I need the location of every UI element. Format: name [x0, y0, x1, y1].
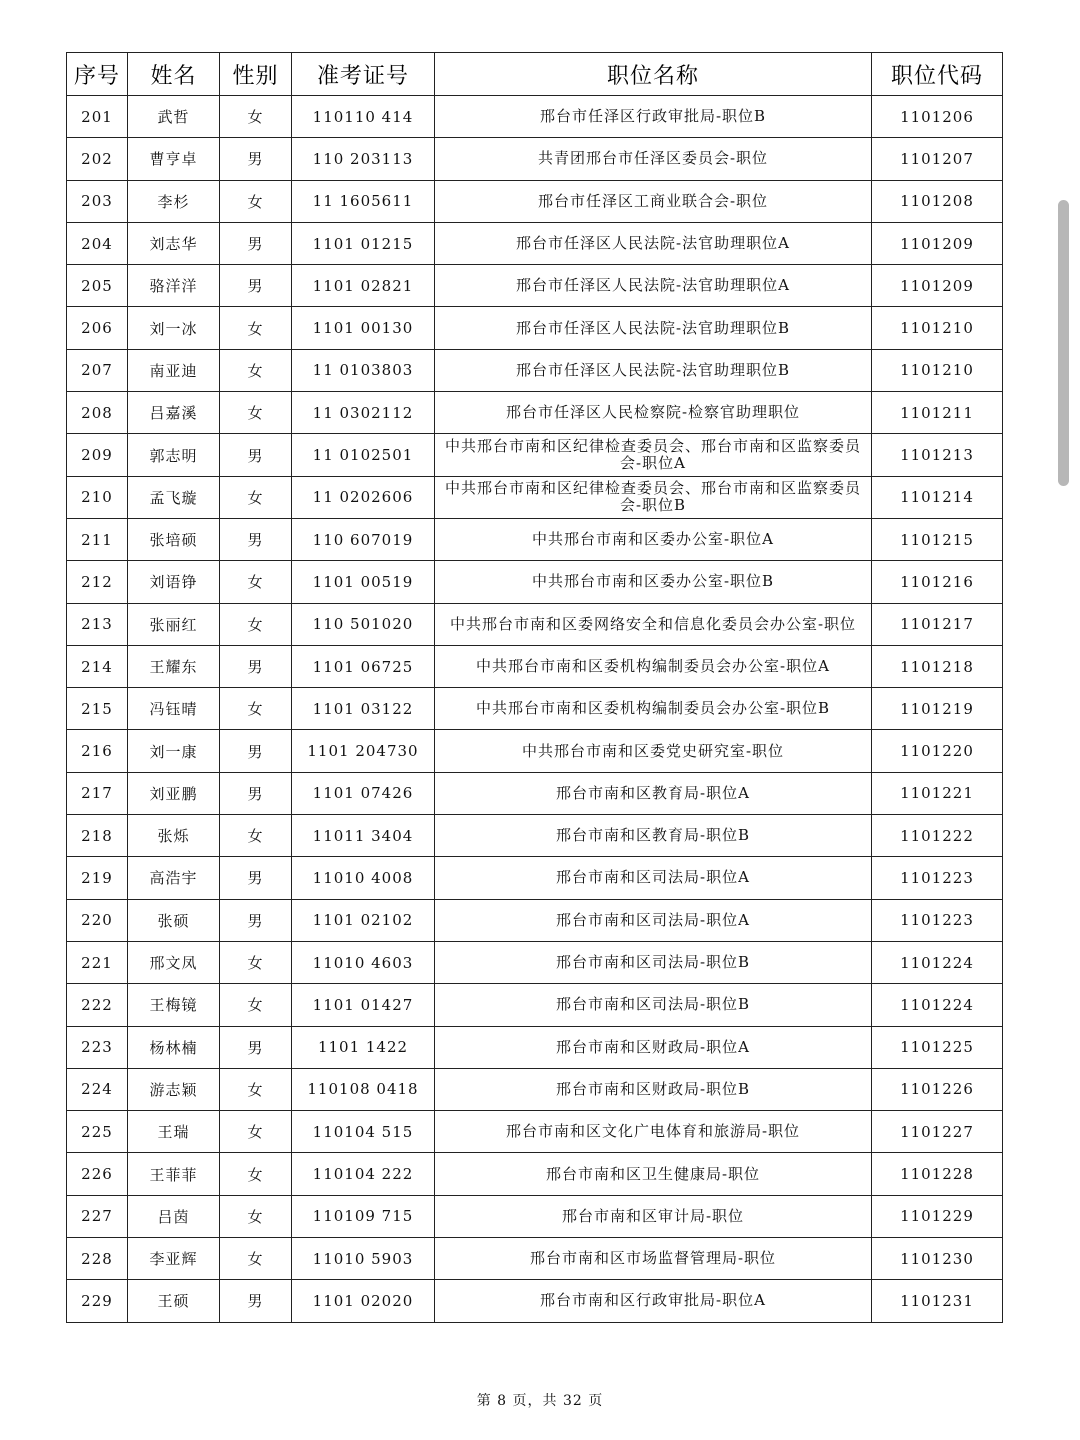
table-row [67, 1238, 1003, 1280]
table-row [67, 1068, 1003, 1110]
cell-position-code: 1101224 [872, 984, 1003, 1026]
table-row [67, 96, 1003, 138]
cell-seq: 229 [67, 1280, 128, 1322]
cell-seq: 227 [67, 1195, 128, 1237]
table-row [67, 138, 1003, 180]
cell-position-code: 1101218 [872, 645, 1003, 687]
cell-exam-id: 11 0302112 [292, 392, 435, 434]
header-seq: 序号 [67, 53, 128, 96]
cell-name: 吕嘉溪 [128, 392, 220, 434]
cell-position-code: 1101223 [872, 857, 1003, 899]
table-row [67, 1153, 1003, 1195]
cell-exam-id: 11 0103803 [292, 349, 435, 391]
cell-position-name: 中共邢台市南和区委党史研究室-职位 [435, 730, 872, 772]
table-row [67, 857, 1003, 899]
cell-position-name: 邢台市南和区司法局-职位B [435, 984, 872, 1026]
cell-gender: 男 [220, 899, 292, 941]
cell-name: 刘一冰 [128, 307, 220, 349]
cell-position-name: 中共邢台市南和区委网络安全和信息化委员会办公室-职位 [435, 603, 872, 645]
cell-seq: 204 [67, 222, 128, 264]
cell-position-code: 1101230 [872, 1238, 1003, 1280]
cell-position-name: 中共邢台市南和区委办公室-职位A [435, 518, 872, 560]
cell-name: 刘亚鹏 [128, 772, 220, 814]
cell-name: 张硕 [128, 899, 220, 941]
table-row [67, 815, 1003, 857]
header-name: 姓名 [128, 53, 220, 96]
cell-name: 张丽红 [128, 603, 220, 645]
cell-gender: 女 [220, 984, 292, 1026]
cell-position-name: 邢台市南和区市场监督管理局-职位 [435, 1238, 872, 1280]
table-row [67, 984, 1003, 1026]
table-row [67, 941, 1003, 983]
cell-seq: 215 [67, 688, 128, 730]
table-row [67, 1280, 1003, 1322]
table-row [67, 1195, 1003, 1237]
cell-seq: 224 [67, 1068, 128, 1110]
cell-gender: 男 [220, 857, 292, 899]
table-row [67, 349, 1003, 391]
cell-position-code: 1101227 [872, 1111, 1003, 1153]
cell-position-code: 1101216 [872, 561, 1003, 603]
cell-position-code: 1101210 [872, 307, 1003, 349]
cell-exam-id: 1101 06725 [292, 645, 435, 687]
cell-position-name: 邢台市南和区审计局-职位 [435, 1195, 872, 1237]
table-row [67, 1026, 1003, 1068]
table-row [67, 222, 1003, 264]
cell-name: 冯钰晴 [128, 688, 220, 730]
cell-position-name: 邢台市南和区财政局-职位A [435, 1026, 872, 1068]
table-row [67, 645, 1003, 687]
cell-seq: 225 [67, 1111, 128, 1153]
cell-seq: 222 [67, 984, 128, 1026]
header-position-name: 职位名称 [435, 53, 872, 96]
cell-name: 孟飞璇 [128, 476, 220, 518]
cell-position-name: 邢台市南和区教育局-职位B [435, 815, 872, 857]
table-row [67, 392, 1003, 434]
cell-seq: 219 [67, 857, 128, 899]
cell-position-code: 1101209 [872, 222, 1003, 264]
cell-seq: 218 [67, 815, 128, 857]
table-row [67, 561, 1003, 603]
cell-name: 王梅镜 [128, 984, 220, 1026]
cell-seq: 220 [67, 899, 128, 941]
cell-position-code: 1101207 [872, 138, 1003, 180]
cell-gender: 男 [220, 518, 292, 560]
cell-gender: 女 [220, 1195, 292, 1237]
cell-gender: 女 [220, 941, 292, 983]
cell-gender: 男 [220, 730, 292, 772]
cell-exam-id: 11010 4603 [292, 941, 435, 983]
cell-name: 刘一康 [128, 730, 220, 772]
cell-position-name: 邢台市任泽区人民法院-法官助理职位A [435, 222, 872, 264]
cell-position-name: 邢台市南和区司法局-职位B [435, 941, 872, 983]
cell-gender: 女 [220, 1153, 292, 1195]
cell-position-code: 1101221 [872, 772, 1003, 814]
cell-exam-id: 11 0102501 [292, 434, 435, 476]
cell-gender: 男 [220, 138, 292, 180]
cell-name: 邢文凤 [128, 941, 220, 983]
cell-position-code: 1101223 [872, 899, 1003, 941]
cell-exam-id: 110109 715 [292, 1195, 435, 1237]
cell-position-name: 邢台市任泽区工商业联合会-职位 [435, 180, 872, 222]
table-row [67, 1111, 1003, 1153]
cell-gender: 女 [220, 180, 292, 222]
cell-seq: 221 [67, 941, 128, 983]
cell-seq: 201 [67, 96, 128, 138]
cell-exam-id: 11 1605611 [292, 180, 435, 222]
cell-exam-id: 110104 515 [292, 1111, 435, 1153]
cell-position-code: 1101215 [872, 518, 1003, 560]
cell-exam-id: 110 203113 [292, 138, 435, 180]
cell-exam-id: 1101 01215 [292, 222, 435, 264]
cell-position-name: 邢台市任泽区行政审批局-职位B [435, 96, 872, 138]
cell-seq: 213 [67, 603, 128, 645]
cell-exam-id: 110108 0418 [292, 1068, 435, 1110]
cell-gender: 女 [220, 349, 292, 391]
header-gender: 性别 [220, 53, 292, 96]
cell-seq: 209 [67, 434, 128, 476]
cell-exam-id: 1101 07426 [292, 772, 435, 814]
cell-position-name: 邢台市南和区司法局-职位A [435, 899, 872, 941]
cell-position-name: 中共邢台市南和区委机构编制委员会办公室-职位A [435, 645, 872, 687]
cell-name: 杨林楠 [128, 1026, 220, 1068]
cell-exam-id: 11010 5903 [292, 1238, 435, 1280]
cell-name: 刘志华 [128, 222, 220, 264]
cell-name: 骆洋洋 [128, 265, 220, 307]
table-row [67, 772, 1003, 814]
cell-name: 王瑞 [128, 1111, 220, 1153]
table-row [67, 265, 1003, 307]
cell-position-name: 中共邢台市南和区纪律检查委员会、邢台市南和区监察委员会-职位A [435, 434, 872, 476]
table-row [67, 899, 1003, 941]
cell-position-name: 邢台市南和区行政审批局-职位A [435, 1280, 872, 1322]
cell-position-name: 中共邢台市南和区委机构编制委员会办公室-职位B [435, 688, 872, 730]
cell-gender: 女 [220, 1238, 292, 1280]
table-row [67, 688, 1003, 730]
cell-exam-id: 1101 02102 [292, 899, 435, 941]
cell-seq: 217 [67, 772, 128, 814]
cell-position-code: 1101214 [872, 476, 1003, 518]
cell-name: 王硕 [128, 1280, 220, 1322]
cell-gender: 女 [220, 688, 292, 730]
header-exam-id: 准考证号 [292, 53, 435, 96]
table-row [67, 180, 1003, 222]
cell-gender: 男 [220, 1026, 292, 1068]
cell-name: 王菲菲 [128, 1153, 220, 1195]
cell-position-name: 邢台市南和区教育局-职位A [435, 772, 872, 814]
cell-name: 武哲 [128, 96, 220, 138]
cell-exam-id: 1101 03122 [292, 688, 435, 730]
cell-position-code: 1101213 [872, 434, 1003, 476]
cell-gender: 男 [220, 645, 292, 687]
cell-name: 吕茵 [128, 1195, 220, 1237]
cell-gender: 女 [220, 392, 292, 434]
cell-position-name: 邢台市南和区财政局-职位B [435, 1068, 872, 1110]
table-body [67, 96, 1003, 1323]
cell-name: 李亚辉 [128, 1238, 220, 1280]
cell-seq: 212 [67, 561, 128, 603]
cell-position-code: 1101211 [872, 392, 1003, 434]
cell-name: 高浩宇 [128, 857, 220, 899]
cell-name: 张培硕 [128, 518, 220, 560]
header-position-code: 职位代码 [872, 53, 1003, 96]
cell-position-name: 邢台市任泽区人民法院-法官助理职位B [435, 307, 872, 349]
cell-position-code: 1101220 [872, 730, 1003, 772]
cell-exam-id: 110 607019 [292, 518, 435, 560]
table-row [67, 730, 1003, 772]
cell-position-name: 中共邢台市南和区纪律检查委员会、邢台市南和区监察委员会-职位B [435, 476, 872, 518]
cell-exam-id: 1101 1422 [292, 1026, 435, 1068]
cell-gender: 女 [220, 1111, 292, 1153]
table-row [67, 307, 1003, 349]
cell-name: 李杉 [128, 180, 220, 222]
cell-position-name: 邢台市南和区文化广电体育和旅游局-职位 [435, 1111, 872, 1153]
cell-exam-id: 1101 01427 [292, 984, 435, 1026]
cell-gender: 女 [220, 815, 292, 857]
cell-exam-id: 110110 414 [292, 96, 435, 138]
table-row [67, 518, 1003, 560]
table-row [67, 476, 1003, 518]
cell-gender: 女 [220, 561, 292, 603]
scrollbar-thumb[interactable] [1058, 200, 1069, 486]
cell-position-code: 1101217 [872, 603, 1003, 645]
cell-gender: 男 [220, 265, 292, 307]
table-row [67, 434, 1003, 476]
cell-name: 游志颖 [128, 1068, 220, 1110]
cell-gender: 女 [220, 1068, 292, 1110]
cell-exam-id: 1101 00519 [292, 561, 435, 603]
cell-position-code: 1101229 [872, 1195, 1003, 1237]
table-row [67, 603, 1003, 645]
cell-gender: 女 [220, 476, 292, 518]
cell-seq: 211 [67, 518, 128, 560]
cell-gender: 男 [220, 434, 292, 476]
cell-name: 曹亨卓 [128, 138, 220, 180]
cell-position-code: 1101210 [872, 349, 1003, 391]
cell-name: 张烁 [128, 815, 220, 857]
cell-exam-id: 1101 02821 [292, 265, 435, 307]
cell-exam-id: 11010 4008 [292, 857, 435, 899]
cell-seq: 203 [67, 180, 128, 222]
cell-position-name: 共青团邢台市任泽区委员会-职位 [435, 138, 872, 180]
cell-exam-id: 110104 222 [292, 1153, 435, 1195]
cell-seq: 228 [67, 1238, 128, 1280]
cell-gender: 男 [220, 772, 292, 814]
cell-exam-id: 1101 02020 [292, 1280, 435, 1322]
cell-seq: 216 [67, 730, 128, 772]
cell-name: 刘语铮 [128, 561, 220, 603]
cell-gender: 女 [220, 307, 292, 349]
cell-gender: 男 [220, 222, 292, 264]
cell-seq: 226 [67, 1153, 128, 1195]
cell-name: 郭志明 [128, 434, 220, 476]
cell-gender: 女 [220, 96, 292, 138]
cell-name: 王耀东 [128, 645, 220, 687]
cell-gender: 男 [220, 1280, 292, 1322]
cell-exam-id: 1101 00130 [292, 307, 435, 349]
cell-position-code: 1101206 [872, 96, 1003, 138]
cell-seq: 207 [67, 349, 128, 391]
cell-position-code: 1101225 [872, 1026, 1003, 1068]
cell-exam-id: 11011 3404 [292, 815, 435, 857]
cell-position-code: 1101231 [872, 1280, 1003, 1322]
cell-position-code: 1101208 [872, 180, 1003, 222]
cell-exam-id: 1101 204730 [292, 730, 435, 772]
admission-table [66, 52, 1003, 1323]
page-footer: 第 8 页，共 32 页 [476, 1393, 604, 1409]
cell-position-code: 1101226 [872, 1068, 1003, 1110]
cell-exam-id: 110 501020 [292, 603, 435, 645]
cell-position-code: 1101209 [872, 265, 1003, 307]
header-row [67, 53, 1003, 96]
cell-position-code: 1101222 [872, 815, 1003, 857]
cell-seq: 210 [67, 476, 128, 518]
cell-position-code: 1101219 [872, 688, 1003, 730]
cell-position-code: 1101224 [872, 941, 1003, 983]
cell-seq: 205 [67, 265, 128, 307]
cell-position-name: 邢台市任泽区人民法院-法官助理职位A [435, 265, 872, 307]
cell-seq: 206 [67, 307, 128, 349]
cell-seq: 202 [67, 138, 128, 180]
cell-seq: 214 [67, 645, 128, 687]
cell-position-code: 1101228 [872, 1153, 1003, 1195]
cell-position-name: 邢台市任泽区人民检察院-检察官助理职位 [435, 392, 872, 434]
cell-position-name: 中共邢台市南和区委办公室-职位B [435, 561, 872, 603]
cell-position-name: 邢台市南和区卫生健康局-职位 [435, 1153, 872, 1195]
cell-position-name: 邢台市任泽区人民法院-法官助理职位B [435, 349, 872, 391]
cell-seq: 208 [67, 392, 128, 434]
cell-name: 南亚迪 [128, 349, 220, 391]
cell-seq: 223 [67, 1026, 128, 1068]
cell-position-name: 邢台市南和区司法局-职位A [435, 857, 872, 899]
cell-exam-id: 11 0202606 [292, 476, 435, 518]
cell-gender: 女 [220, 603, 292, 645]
